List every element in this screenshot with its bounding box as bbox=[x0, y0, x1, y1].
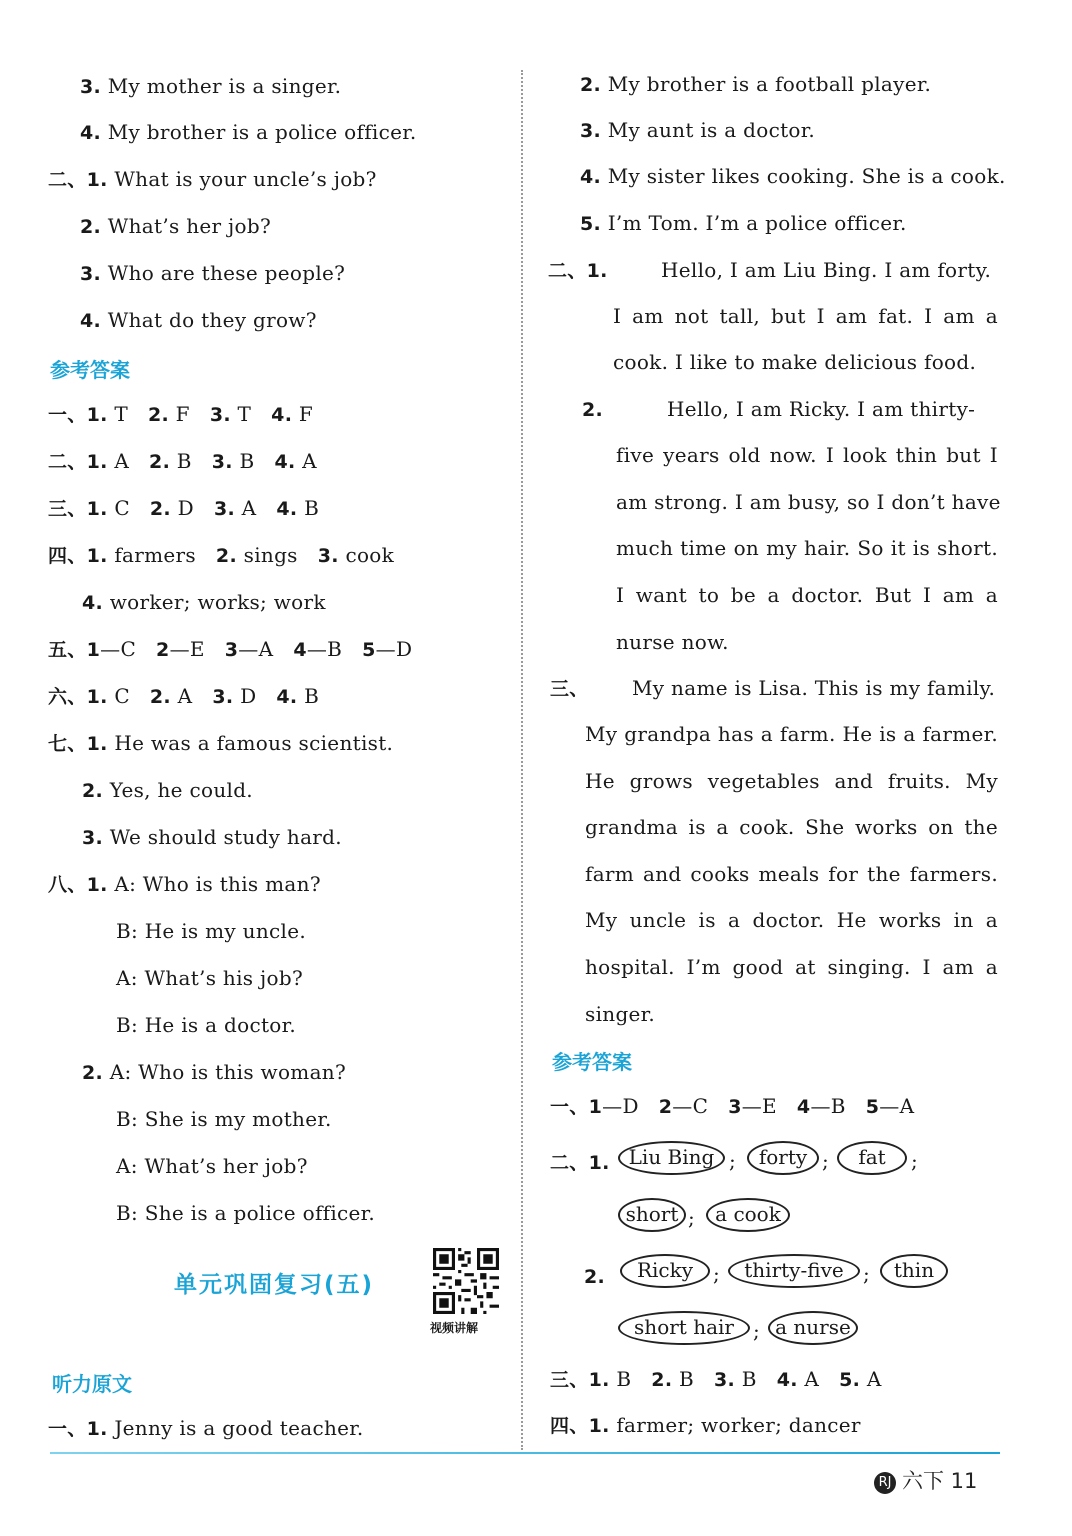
passage-line: am strong. I am busy, so I don’t have bbox=[616, 490, 1001, 514]
circled-answer: a cook bbox=[706, 1198, 790, 1232]
text-line: B: She is a police officer. bbox=[116, 1201, 375, 1225]
passage-line: five years old now. I look thin but I bbox=[616, 443, 998, 467]
page-footer bbox=[874, 1465, 977, 1495]
passage-line: farm and cooks meals for the farmers. bbox=[585, 862, 998, 886]
circled-answer: short hair bbox=[618, 1311, 750, 1345]
passage-line: nurse now. bbox=[616, 630, 729, 654]
passage-line: My uncle is a doctor. He works in a bbox=[585, 908, 998, 932]
answer-row: 三、1. B 2. B 3. B 4. A 5. A bbox=[550, 1367, 882, 1391]
text-line: A: What’s her job? bbox=[116, 1154, 308, 1178]
passage-line: My name is Lisa. This is my family. bbox=[632, 676, 996, 700]
section-marker: 2. bbox=[584, 1266, 606, 1288]
passage-line: much time on my hair. So it is short. bbox=[616, 536, 998, 560]
answer-row: 一、1. T 2. F 3. T 4. F bbox=[48, 402, 314, 426]
text-line: 5. I’m Tom. I’m a police officer. bbox=[580, 211, 907, 235]
section-marker: 二、1. bbox=[550, 1152, 610, 1174]
circled-answer: fat bbox=[837, 1141, 907, 1175]
edition-badge: RJ bbox=[874, 1472, 896, 1494]
passage-line: He grows vegetables and fruits. My bbox=[585, 769, 998, 793]
answers-heading: 参考答案 bbox=[552, 1050, 632, 1074]
passage-line: I want to be a doctor. But I am a bbox=[616, 583, 998, 607]
section-marker: 二、1. bbox=[548, 260, 608, 282]
text-line: 二、1. What is your uncle’s job? bbox=[48, 167, 377, 191]
answer-row: 四、1. farmer; worker; dancer bbox=[550, 1413, 861, 1437]
bottom-rule bbox=[50, 1452, 1000, 1454]
page-number: 六下 11 bbox=[902, 1469, 978, 1493]
section-marker: 2. bbox=[582, 399, 604, 421]
answer-row: 五、1—C 2—E 3—A 4—B 5—D bbox=[48, 637, 413, 661]
circled-answer: Ricky bbox=[620, 1254, 710, 1288]
answer-row: 一、1—D 2—C 3—E 4—B 5—A bbox=[550, 1094, 915, 1118]
qr-code-icon[interactable] bbox=[432, 1248, 500, 1314]
text-line: 一、1. Jenny is a good teacher. bbox=[48, 1416, 364, 1440]
answer-row: 二、1. A 2. B 3. B 4. A bbox=[48, 449, 317, 473]
listening-heading: 听力原文 bbox=[52, 1372, 132, 1396]
text-line: 4. My brother is a police officer. bbox=[80, 120, 417, 144]
column-divider bbox=[521, 70, 523, 1450]
text-line: 3. Who are these people? bbox=[80, 261, 346, 285]
text-line: 3. My aunt is a doctor. bbox=[580, 118, 816, 142]
passage-line: grandma is a cook. She works on the bbox=[585, 815, 998, 839]
text-line: 2. A: Who is this woman? bbox=[82, 1060, 346, 1084]
text-line: B: She is my mother. bbox=[116, 1107, 332, 1131]
circled-answer: Liu Bing bbox=[618, 1141, 725, 1175]
text-line: B: He is a doctor. bbox=[116, 1013, 296, 1037]
section-marker: 三、 bbox=[550, 678, 589, 700]
text-line: 2. What’s her job? bbox=[80, 214, 271, 238]
answer-row: 四、1. farmers 2. sings 3. cook bbox=[48, 543, 395, 567]
text-line: 八、1. A: Who is this man? bbox=[48, 872, 321, 896]
passage-line: I am not tall, but I am fat. I am a bbox=[613, 304, 998, 328]
text-line: 3. We should study hard. bbox=[82, 825, 342, 849]
text-line: A: What’s his job? bbox=[116, 966, 303, 990]
circled-answer: thirty-five bbox=[728, 1254, 860, 1288]
text-line: 3. My mother is a singer. bbox=[80, 74, 342, 98]
answer-row: 六、1. C 2. A 3. D 4. B bbox=[48, 684, 320, 708]
circled-answer: short bbox=[618, 1198, 686, 1232]
passage-line: cook. I like to make delicious food. bbox=[613, 350, 977, 374]
answers-heading: 参考答案 bbox=[50, 358, 130, 382]
text-line: 4. My sister likes cooking. She is a cook. bbox=[580, 164, 1006, 188]
text-line: B: He is my uncle. bbox=[116, 919, 307, 943]
answer-row: 三、1. C 2. D 3. A 4. B bbox=[48, 496, 320, 520]
circled-answer: thin bbox=[880, 1254, 948, 1288]
text-line: 2. My brother is a football player. bbox=[580, 72, 932, 96]
passage-line: Hello, I am Ricky. I am thirty- bbox=[667, 397, 976, 421]
qr-label: 视频讲解 bbox=[430, 1321, 479, 1335]
text-line: 2. Yes, he could. bbox=[82, 778, 253, 802]
text-line: 七、1. He was a famous scientist. bbox=[48, 731, 394, 755]
passage-line: hospital. I’m good at singing. I am a bbox=[585, 955, 998, 979]
circled-answer: a nurse bbox=[768, 1311, 858, 1345]
passage-line: My grandpa has a farm. He is a farmer. bbox=[585, 722, 998, 746]
text-line: 4. What do they grow? bbox=[80, 308, 317, 332]
passage-line: singer. bbox=[585, 1002, 656, 1026]
unit-title: 单元巩固复习(五) bbox=[174, 1272, 375, 1298]
answer-row: 4. worker; works; work bbox=[82, 590, 326, 614]
passage-line: Hello, I am Liu Bing. I am forty. bbox=[661, 258, 992, 282]
circled-answer: forty bbox=[747, 1141, 819, 1175]
